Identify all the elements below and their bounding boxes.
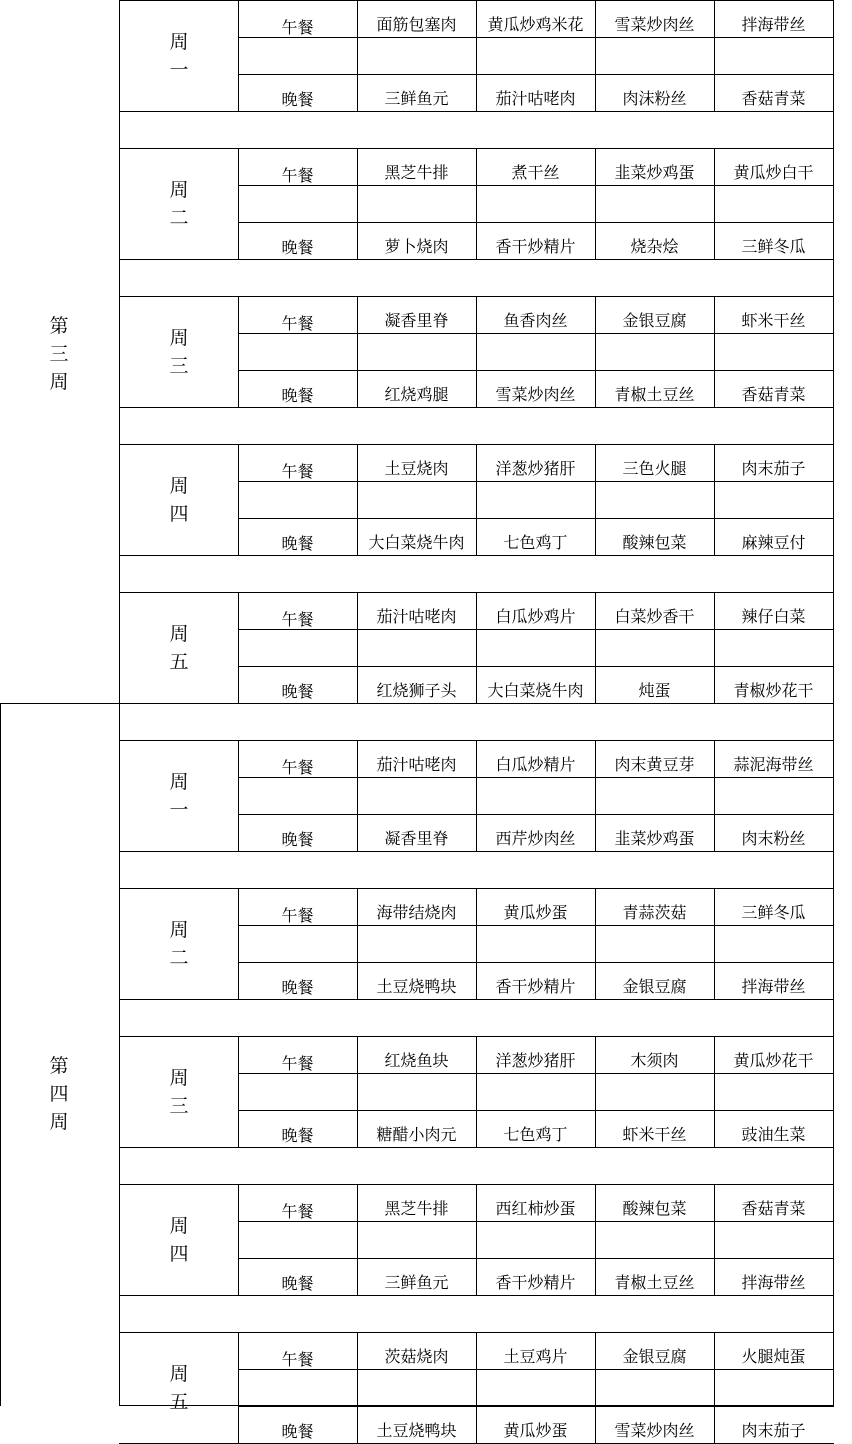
meal-row-border xyxy=(238,1406,834,1407)
lunch-dish: 三色火腿 xyxy=(622,459,687,478)
day-label: 周三 xyxy=(169,327,189,377)
dinner-label: 晚餐 xyxy=(281,386,314,405)
lunch-dish: 白菜炒香干 xyxy=(614,607,695,626)
lunch-dish: 煮干丝 xyxy=(511,163,560,182)
day-bottom-border xyxy=(119,999,834,1000)
dinner-label: 晚餐 xyxy=(281,1126,314,1145)
lunch-dish: 火腿炖蛋 xyxy=(741,1347,806,1366)
meal-row-border xyxy=(238,370,834,371)
lunch-dish: 凝香里脊 xyxy=(384,311,449,330)
lunch-dish: 辣仔白菜 xyxy=(741,607,806,626)
dinner-dish: 炖蛋 xyxy=(638,681,671,700)
dinner-dish: 香干炒精片 xyxy=(495,977,576,996)
dinner-dish: 西芹炒肉丝 xyxy=(495,829,576,848)
lunch-dish: 洋葱炒猪肝 xyxy=(495,1051,576,1070)
meal-row-border xyxy=(238,666,834,667)
dinner-dish: 土豆烧鸭块 xyxy=(376,977,457,996)
dinner-dish: 金银豆腐 xyxy=(622,977,687,996)
day-bottom-border xyxy=(119,1147,834,1148)
dinner-label: 晚餐 xyxy=(281,830,314,849)
dinner-dish: 烧杂烩 xyxy=(630,237,679,256)
week-label: 第三周 xyxy=(49,315,69,393)
dinner-label: 晚餐 xyxy=(281,90,314,109)
lunch-dish: 鱼香肉丝 xyxy=(503,311,568,330)
lunch-dish: 红烧鱼块 xyxy=(384,1051,449,1070)
dinner-dish: 茄汁咕咾肉 xyxy=(495,89,576,108)
lunch-dish: 香菇青菜 xyxy=(741,1199,806,1218)
meal-row-border xyxy=(238,814,834,815)
lunch-dish: 西红柿炒蛋 xyxy=(495,1199,576,1218)
day-bottom-border xyxy=(119,407,834,408)
dinner-dish: 萝卜烧肉 xyxy=(384,237,449,256)
lunch-dish: 面筋包塞肉 xyxy=(376,15,457,34)
lunch-dish: 土豆鸡片 xyxy=(503,1347,568,1366)
day-bottom-border xyxy=(119,555,834,556)
lunch-dish: 黑芝牛排 xyxy=(384,163,449,182)
dinner-label: 晚餐 xyxy=(281,978,314,997)
dinner-dish: 肉末粉丝 xyxy=(741,829,806,848)
lunch-dish: 海带结烧肉 xyxy=(376,903,457,922)
lunch-label: 午餐 xyxy=(281,462,314,481)
dinner-label: 晚餐 xyxy=(281,1422,314,1441)
lunch-label: 午餐 xyxy=(281,1350,314,1369)
lunch-dish: 黑芝牛排 xyxy=(384,1199,449,1218)
lunch-dish: 蒜泥海带丝 xyxy=(733,755,814,774)
dinner-dish: 香干炒精片 xyxy=(495,1273,576,1292)
dinner-dish: 青椒土豆丝 xyxy=(614,385,695,404)
dinner-dish: 红烧鸡腿 xyxy=(384,385,449,404)
lunch-label: 午餐 xyxy=(281,18,314,37)
dinner-dish: 酸辣包菜 xyxy=(622,533,687,552)
dinner-dish: 香菇青菜 xyxy=(741,89,806,108)
dinner-dish: 雪菜炒肉丝 xyxy=(495,385,576,404)
dinner-dish: 豉油生菜 xyxy=(741,1125,806,1144)
week-label: 第四周 xyxy=(49,1055,69,1133)
day-label: 周一 xyxy=(169,31,189,81)
day-label: 周二 xyxy=(169,179,189,229)
lunch-label: 午餐 xyxy=(281,610,314,629)
dinner-dish: 雪菜炒肉丝 xyxy=(614,1421,695,1440)
dinner-label: 晚餐 xyxy=(281,682,314,701)
dinner-dish: 大白菜烧牛肉 xyxy=(487,681,584,700)
day-label: 周三 xyxy=(169,1067,189,1117)
lunch-dish: 茨菇烧肉 xyxy=(384,1347,449,1366)
day-label: 周一 xyxy=(169,771,189,821)
dinner-dish: 肉末茄子 xyxy=(741,1421,806,1440)
lunch-dish: 茄汁咕咾肉 xyxy=(376,755,457,774)
meal-row-border xyxy=(238,222,834,223)
dinner-dish: 香菇青菜 xyxy=(741,385,806,404)
day-bottom-border xyxy=(119,259,834,260)
meal-row-border xyxy=(238,962,834,963)
dinner-dish: 拌海带丝 xyxy=(741,977,806,996)
table-left-border xyxy=(0,703,1,1406)
dinner-dish: 七色鸡丁 xyxy=(503,533,568,552)
lunch-dish: 白瓜炒精片 xyxy=(495,755,576,774)
lunch-label: 午餐 xyxy=(281,166,314,185)
day-label: 周五 xyxy=(169,623,189,673)
dinner-dish: 黄瓜炒蛋 xyxy=(503,1421,568,1440)
lunch-dish: 黄瓜炒花干 xyxy=(733,1051,814,1070)
meal-row-border xyxy=(238,1110,834,1111)
dinner-dish: 三鲜鱼元 xyxy=(384,1273,449,1292)
dinner-dish: 香干炒精片 xyxy=(495,237,576,256)
dinner-dish: 韭菜炒鸡蛋 xyxy=(614,829,695,848)
lunch-dish: 虾米干丝 xyxy=(741,311,806,330)
dinner-dish: 青椒土豆丝 xyxy=(614,1273,695,1292)
dinner-dish: 拌海带丝 xyxy=(741,1273,806,1292)
lunch-dish: 木须肉 xyxy=(630,1051,679,1070)
lunch-dish: 金银豆腐 xyxy=(622,311,687,330)
dinner-dish: 大白菜烧牛肉 xyxy=(368,533,465,552)
dinner-dish: 七色鸡丁 xyxy=(503,1125,568,1144)
lunch-dish: 金银豆腐 xyxy=(622,1347,687,1366)
lunch-dish: 肉末黄豆芽 xyxy=(614,755,695,774)
dinner-dish: 凝香里脊 xyxy=(384,829,449,848)
lunch-dish: 青蒜茨菇 xyxy=(622,903,687,922)
lunch-dish: 茄汁咕咾肉 xyxy=(376,607,457,626)
lunch-label: 午餐 xyxy=(281,1202,314,1221)
lunch-dish: 白瓜炒鸡片 xyxy=(495,607,576,626)
dinner-dish: 三鲜鱼元 xyxy=(384,89,449,108)
dinner-dish: 青椒炒花干 xyxy=(733,681,814,700)
lunch-dish: 土豆烧肉 xyxy=(384,459,449,478)
lunch-dish: 拌海带丝 xyxy=(741,15,806,34)
dinner-dish: 三鲜冬瓜 xyxy=(741,237,806,256)
day-bottom-border xyxy=(119,111,834,112)
day-bottom-border xyxy=(119,1295,834,1296)
lunch-dish: 黄瓜炒鸡米花 xyxy=(487,15,584,34)
lunch-label: 午餐 xyxy=(281,906,314,925)
dinner-label: 晚餐 xyxy=(281,1274,314,1293)
day-label: 周二 xyxy=(169,919,189,969)
meal-row-border xyxy=(238,74,834,75)
lunch-dish: 韭菜炒鸡蛋 xyxy=(614,163,695,182)
meal-row-border xyxy=(238,1258,834,1259)
dinner-dish: 肉沫粉丝 xyxy=(622,89,687,108)
dinner-dish: 麻辣豆付 xyxy=(741,533,806,552)
day-label: 周四 xyxy=(169,475,189,525)
week-divider xyxy=(0,703,120,704)
meal-row-border xyxy=(238,518,834,519)
lunch-dish: 酸辣包菜 xyxy=(622,1199,687,1218)
dinner-label: 晚餐 xyxy=(281,534,314,553)
lunch-label: 午餐 xyxy=(281,1054,314,1073)
lunch-label: 午餐 xyxy=(281,314,314,333)
day-bottom-border xyxy=(119,851,834,852)
lunch-dish: 洋葱炒猪肝 xyxy=(495,459,576,478)
lunch-dish: 雪菜炒肉丝 xyxy=(614,15,695,34)
day-label: 周四 xyxy=(169,1215,189,1265)
lunch-dish: 肉末茄子 xyxy=(741,459,806,478)
day-label: 周五 xyxy=(169,1363,189,1413)
dinner-dish: 糖醋小肉元 xyxy=(376,1125,457,1144)
lunch-dish: 黄瓜炒白干 xyxy=(733,163,814,182)
day-bottom-border xyxy=(119,703,834,704)
lunch-dish: 三鲜冬瓜 xyxy=(741,903,806,922)
dinner-dish: 虾米干丝 xyxy=(622,1125,687,1144)
dinner-dish: 红烧狮子头 xyxy=(376,681,457,700)
dinner-dish: 土豆烧鸭块 xyxy=(376,1421,457,1440)
lunch-dish: 黄瓜炒蛋 xyxy=(503,903,568,922)
lunch-label: 午餐 xyxy=(281,758,314,777)
dinner-label: 晚餐 xyxy=(281,238,314,257)
